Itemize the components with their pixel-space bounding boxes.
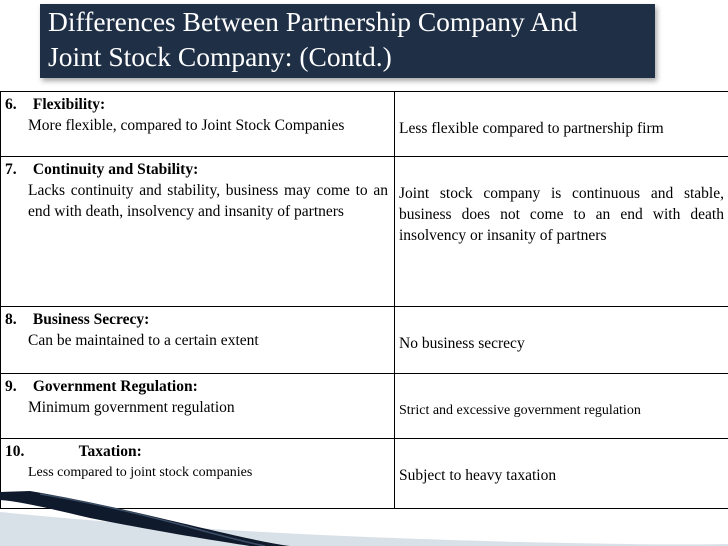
partnership-text: Less compared to joint stock companies xyxy=(28,465,253,480)
partnership-cell xyxy=(1,92,395,157)
table-row xyxy=(1,307,728,374)
joint-stock-cell xyxy=(395,439,728,509)
partnership-cell xyxy=(1,157,395,307)
partnership-text: Lacks continuity and stability, business may come to an end with death, insolvency and insanity of partners xyxy=(28,182,388,220)
joint-stock-text: Subject to heavy taxation xyxy=(399,467,557,484)
row-number: 6. xyxy=(5,96,17,113)
row-heading-label: Continuity and Stability: xyxy=(32,161,199,178)
row-heading xyxy=(1,92,394,115)
table-row xyxy=(1,374,728,439)
row-heading-label: Business Secrecy: xyxy=(32,311,150,328)
joint-stock-text: Less flexible compared to partnership firm xyxy=(399,120,664,137)
joint-stock-text: No business secrecy xyxy=(399,335,525,352)
row-heading xyxy=(1,157,394,180)
joint-stock-cell xyxy=(395,307,728,374)
partnership-cell xyxy=(1,374,395,439)
joint-stock-cell xyxy=(395,157,728,307)
slide-title xyxy=(40,4,655,78)
joint-stock-cell xyxy=(395,92,728,157)
table-row xyxy=(1,92,728,157)
table-row xyxy=(1,439,728,509)
partnership-cell xyxy=(1,307,395,374)
row-number: 7. xyxy=(5,161,17,178)
joint-stock-text: Strict and excessive government regulation xyxy=(399,403,641,418)
row-number: 8. xyxy=(5,311,17,328)
comparison-table xyxy=(0,91,728,509)
row-heading xyxy=(1,307,394,330)
joint-stock-cell xyxy=(395,374,728,439)
table-row xyxy=(1,157,728,307)
row-heading-label: Flexibility: xyxy=(32,96,106,113)
row-heading xyxy=(1,374,394,397)
row-heading-label: Government Regulation: xyxy=(32,378,198,395)
joint-stock-text: Joint stock company is continuous and stable, business does not come to an end with death insolvency or insanity of partners xyxy=(399,185,724,244)
row-heading xyxy=(1,439,394,462)
partnership-text: Minimum government regulation xyxy=(28,399,235,416)
slide-title-line-2: Joint Stock Company: (Contd.) xyxy=(48,41,392,72)
partnership-cell xyxy=(1,439,395,509)
row-number: 9. xyxy=(5,378,17,395)
row-number: 10. xyxy=(5,443,25,460)
row-heading-label: Taxation: xyxy=(78,443,142,460)
wave-light-band xyxy=(0,512,728,546)
partnership-text: Can be maintained to a certain extent xyxy=(28,332,259,349)
partnership-text: More flexible, compared to Joint Stock Companies xyxy=(28,117,345,134)
slide-title-line-1: Differences Between Partnership Company And xyxy=(48,6,578,37)
